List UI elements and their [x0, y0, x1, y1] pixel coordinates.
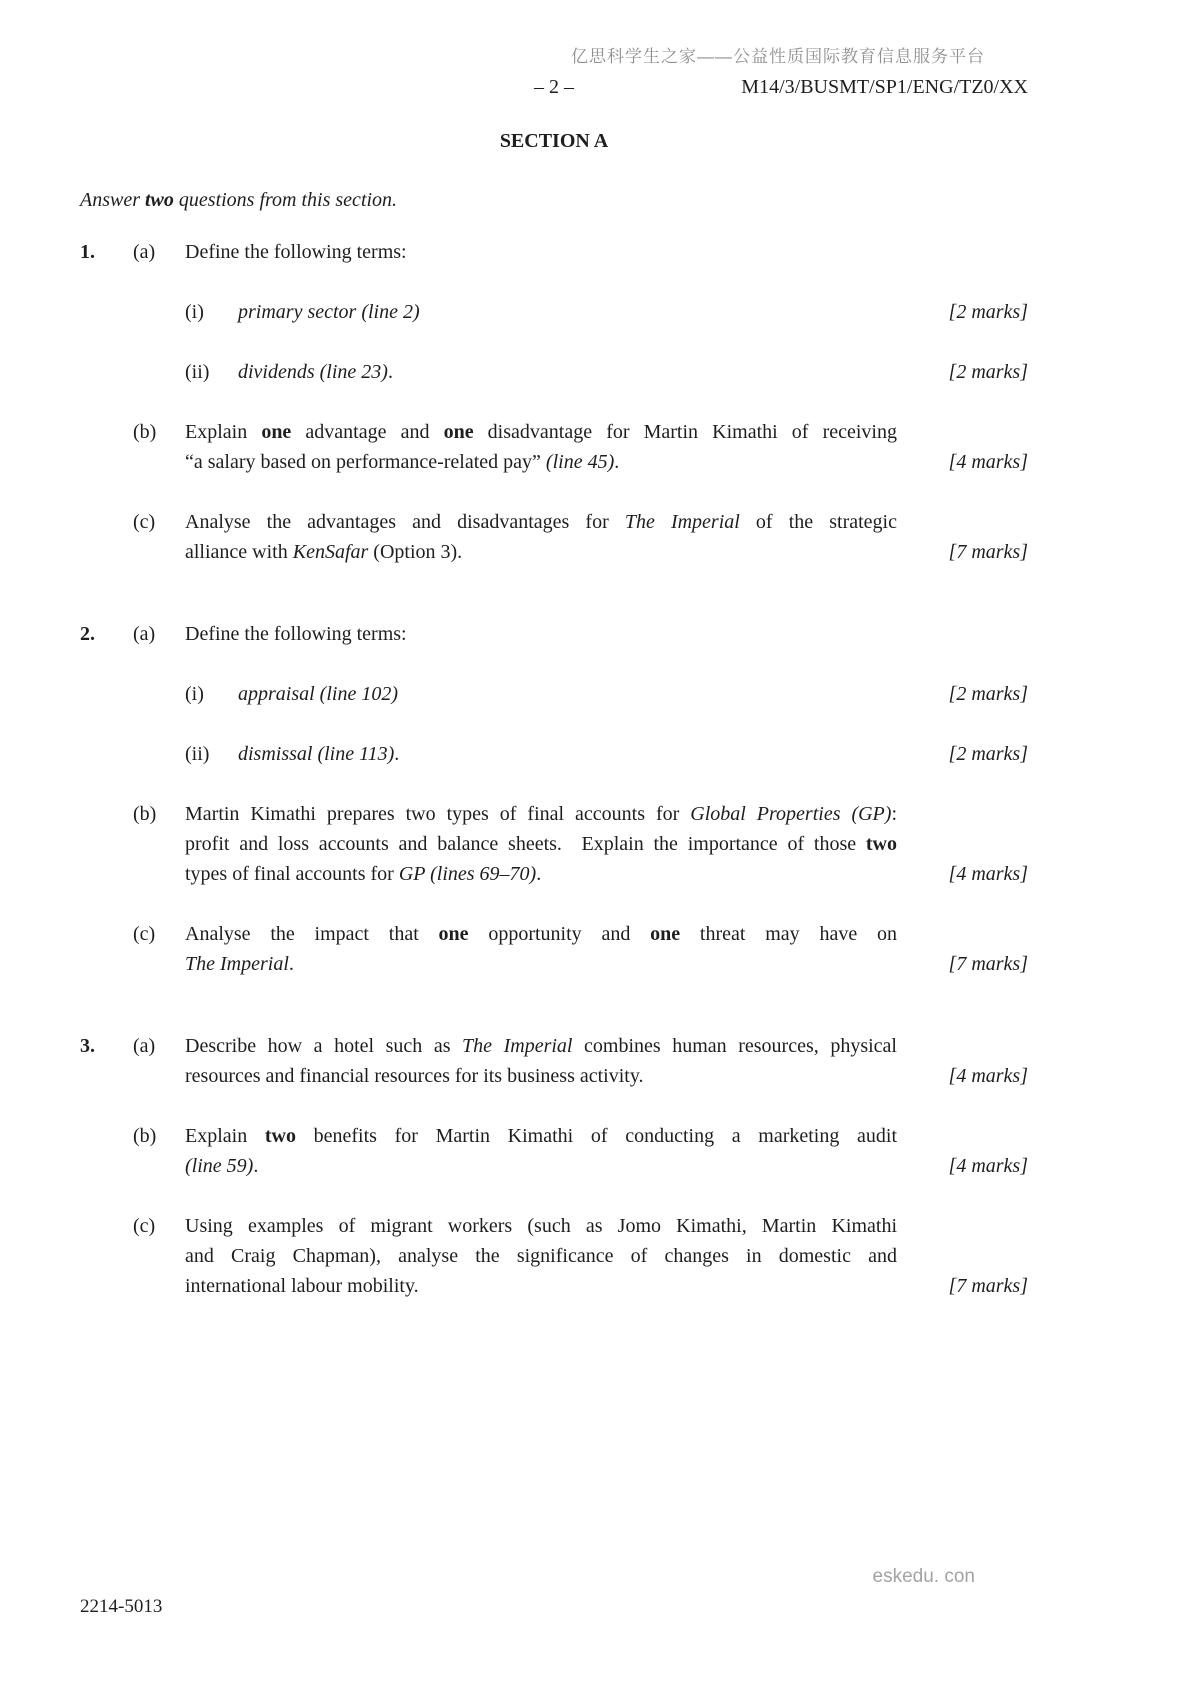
marks-text: [4 marks]	[948, 863, 1028, 885]
text-segment: one	[443, 421, 474, 443]
text-segment: KenSafar	[292, 541, 369, 563]
question-text	[185, 237, 897, 267]
question-text-line	[185, 859, 897, 889]
questions-list	[80, 237, 1028, 1301]
text-segment: The Imperial	[462, 1035, 573, 1057]
text-segment: threat may have on	[680, 923, 897, 945]
question-text	[185, 619, 897, 649]
marks-value	[897, 739, 1028, 769]
question-text-line	[185, 949, 897, 979]
subpart-label: (i)	[185, 683, 204, 705]
text-segment: Define the following terms:	[185, 241, 407, 263]
part-label	[133, 357, 185, 387]
text-segment: and Craig Chapman), analyse the significance of changes in domestic and	[185, 1245, 897, 1267]
question-text	[185, 1211, 897, 1301]
text-segment: .	[387, 361, 393, 383]
paper-code: M14/3/BUSMT/SP1/ENG/TZ0/XX	[741, 76, 1028, 98]
question-part-row	[80, 1031, 1028, 1091]
marks-text: [2 marks]	[948, 361, 1028, 383]
text-segment: Define the following terms:	[185, 623, 407, 645]
marks-text: [2 marks]	[948, 743, 1028, 765]
text-segment: The Imperial	[624, 511, 740, 533]
marks-value	[897, 357, 1028, 387]
question-number	[80, 1211, 133, 1301]
question-number	[80, 507, 133, 567]
question-part-row	[80, 417, 1028, 477]
part-label: (c)	[133, 1215, 156, 1237]
text-segment: primary sector (line 2)	[238, 301, 420, 323]
question-text-line	[238, 297, 897, 327]
question-number	[80, 1121, 133, 1181]
question-text-line	[238, 357, 897, 387]
question-text-line	[238, 739, 897, 769]
marks-value	[897, 919, 1028, 979]
text-segment: Analyse the impact that	[185, 923, 439, 945]
question-part-row	[80, 1121, 1028, 1181]
text-segment: Explain	[185, 1125, 265, 1147]
marks-value	[897, 237, 1028, 267]
marks-text: [4 marks]	[948, 1155, 1028, 1177]
question-text-line	[185, 1241, 897, 1271]
text-segment: one	[261, 421, 292, 443]
question-number	[80, 679, 133, 709]
footer-watermark: eskedu. con	[872, 1566, 975, 1587]
text-segment: Explain	[185, 421, 262, 443]
question-text-line	[185, 1031, 897, 1061]
question-part-row	[80, 237, 1028, 267]
header-watermark-chinese: 亿思科学生之家——公益性质国际教育信息服务平台	[571, 47, 985, 66]
text-segment: dismissal (line 113)	[238, 743, 395, 765]
question-number	[80, 417, 133, 477]
page-number: – 2 –	[534, 76, 574, 98]
question-text-line	[185, 1121, 897, 1151]
question-text-line	[185, 1211, 897, 1241]
marks-text: [7 marks]	[948, 541, 1028, 563]
text-segment: disadvantage for Martin Kimathi of receiving	[473, 421, 897, 443]
question-text-line	[185, 919, 897, 949]
text-segment: Answer	[80, 189, 145, 211]
text-segment: The Imperial	[185, 953, 289, 975]
question-text	[185, 1121, 897, 1181]
marks-text: [7 marks]	[948, 1275, 1028, 1297]
section-title: SECTION A	[499, 130, 609, 152]
text-segment: advantage and	[291, 421, 444, 443]
text-segment: .	[394, 743, 400, 765]
question-subpart-row	[80, 357, 1028, 387]
question-text-line	[185, 799, 897, 829]
question-number: 1.	[80, 241, 95, 263]
part-label	[133, 297, 185, 327]
text-segment: (line 59)	[185, 1155, 254, 1177]
marks-value	[897, 799, 1028, 889]
question-text-line	[185, 447, 897, 477]
section-instruction	[80, 185, 1028, 215]
document-number: 2214-5013	[80, 1596, 163, 1617]
question-part-row	[80, 619, 1028, 649]
marks-text: [7 marks]	[948, 953, 1028, 975]
part-label: (b)	[133, 1125, 157, 1147]
part-label: (a)	[133, 241, 156, 263]
question-part-row	[80, 507, 1028, 567]
question-text-line	[185, 1151, 897, 1181]
question-text	[238, 679, 897, 709]
question-text-line	[185, 1061, 897, 1091]
question-text	[238, 357, 897, 387]
text-segment: Global Properties (GP)	[690, 803, 892, 825]
text-segment: one	[650, 923, 681, 945]
question-text	[185, 507, 897, 567]
question-number: 3.	[80, 1035, 95, 1057]
question-part-row	[80, 799, 1028, 889]
page-content	[80, 185, 1028, 1301]
part-label: (c)	[133, 511, 156, 533]
text-segment: combines human resources, physical	[572, 1035, 897, 1057]
part-label: (c)	[133, 923, 156, 945]
marks-text: [4 marks]	[948, 451, 1028, 473]
question-text-line	[238, 679, 897, 709]
question-subpart-row	[80, 679, 1028, 709]
part-label: (a)	[133, 1035, 156, 1057]
question-block	[80, 1031, 1028, 1301]
text-segment: Using examples of migrant workers (such as Jomo Kimathi, Martin Kimathi	[185, 1215, 897, 1237]
question-text	[185, 1031, 897, 1091]
marks-value	[897, 507, 1028, 567]
text-segment: international labour mobility.	[185, 1275, 419, 1297]
question-text-line	[185, 829, 897, 859]
text-segment: questions from this section.	[173, 189, 398, 211]
question-text-line	[185, 619, 897, 649]
question-text-line	[185, 417, 897, 447]
text-segment: of the strategic	[739, 511, 897, 533]
text-segment: GP (lines 69–70)	[398, 863, 537, 885]
text-segment: benefits for Martin Kimathi of conducting a marketing audit	[295, 1125, 897, 1147]
question-text-line	[185, 537, 897, 567]
text-segment: .	[288, 953, 294, 975]
text-segment: Analyse the advantages and disadvantages for	[185, 511, 625, 533]
question-number	[80, 357, 133, 387]
text-segment: Martin Kimathi prepares two types of final accounts for	[185, 803, 691, 825]
question-text	[185, 417, 897, 477]
question-number	[80, 739, 133, 769]
text-segment: “a salary based on performance-related pay”	[185, 451, 546, 473]
marks-value	[897, 679, 1028, 709]
text-segment: resources and financial resources for its business activity.	[185, 1065, 644, 1087]
marks-text: [2 marks]	[948, 683, 1028, 705]
text-segment: dividends (line 23)	[238, 361, 388, 383]
part-label: (b)	[133, 421, 157, 443]
text-segment: appraisal (line 102)	[238, 683, 398, 705]
text-segment: .	[536, 863, 542, 885]
text-segment: (Option 3).	[368, 541, 463, 563]
text-segment: profit and loss accounts and balance sheets. Explain the importance of those	[185, 833, 866, 855]
marks-value	[897, 417, 1028, 477]
question-text-line	[185, 237, 897, 267]
question-text-line	[185, 507, 897, 537]
marks-text: [4 marks]	[948, 1065, 1028, 1087]
question-subpart-row	[80, 297, 1028, 327]
question-block	[80, 237, 1028, 567]
question-text	[238, 297, 897, 327]
subpart-label: (ii)	[185, 743, 210, 765]
question-text-line	[185, 1271, 897, 1301]
text-segment: .	[253, 1155, 259, 1177]
text-segment: opportunity and	[468, 923, 651, 945]
text-segment: .	[614, 451, 620, 473]
text-segment: types of final accounts for	[185, 863, 399, 885]
text-segment: :	[891, 803, 897, 825]
question-text	[185, 919, 897, 979]
marks-value	[897, 1211, 1028, 1301]
part-label	[133, 679, 185, 709]
text-segment: Describe how a hotel such as	[185, 1035, 463, 1057]
question-text	[185, 799, 897, 889]
marks-text: [2 marks]	[948, 301, 1028, 323]
subpart-label: (ii)	[185, 361, 210, 383]
marks-value	[897, 619, 1028, 649]
question-text	[238, 739, 897, 769]
part-label: (b)	[133, 803, 157, 825]
text-segment: two	[264, 1125, 296, 1147]
marks-value	[897, 297, 1028, 327]
part-label: (a)	[133, 623, 156, 645]
question-number	[80, 919, 133, 979]
text-segment: one	[438, 923, 469, 945]
text-segment: alliance with	[185, 541, 293, 563]
text-segment: two	[145, 189, 174, 211]
question-number	[80, 297, 133, 327]
question-part-row	[80, 1211, 1028, 1301]
subpart-label: (i)	[185, 301, 204, 323]
marks-value	[897, 1031, 1028, 1091]
question-part-row	[80, 919, 1028, 979]
part-label	[133, 739, 185, 769]
marks-value	[897, 1121, 1028, 1181]
question-subpart-row	[80, 739, 1028, 769]
text-segment: two	[865, 833, 897, 855]
question-number	[80, 799, 133, 889]
question-number: 2.	[80, 623, 95, 645]
text-segment: (line 45)	[545, 451, 615, 473]
question-block	[80, 619, 1028, 979]
